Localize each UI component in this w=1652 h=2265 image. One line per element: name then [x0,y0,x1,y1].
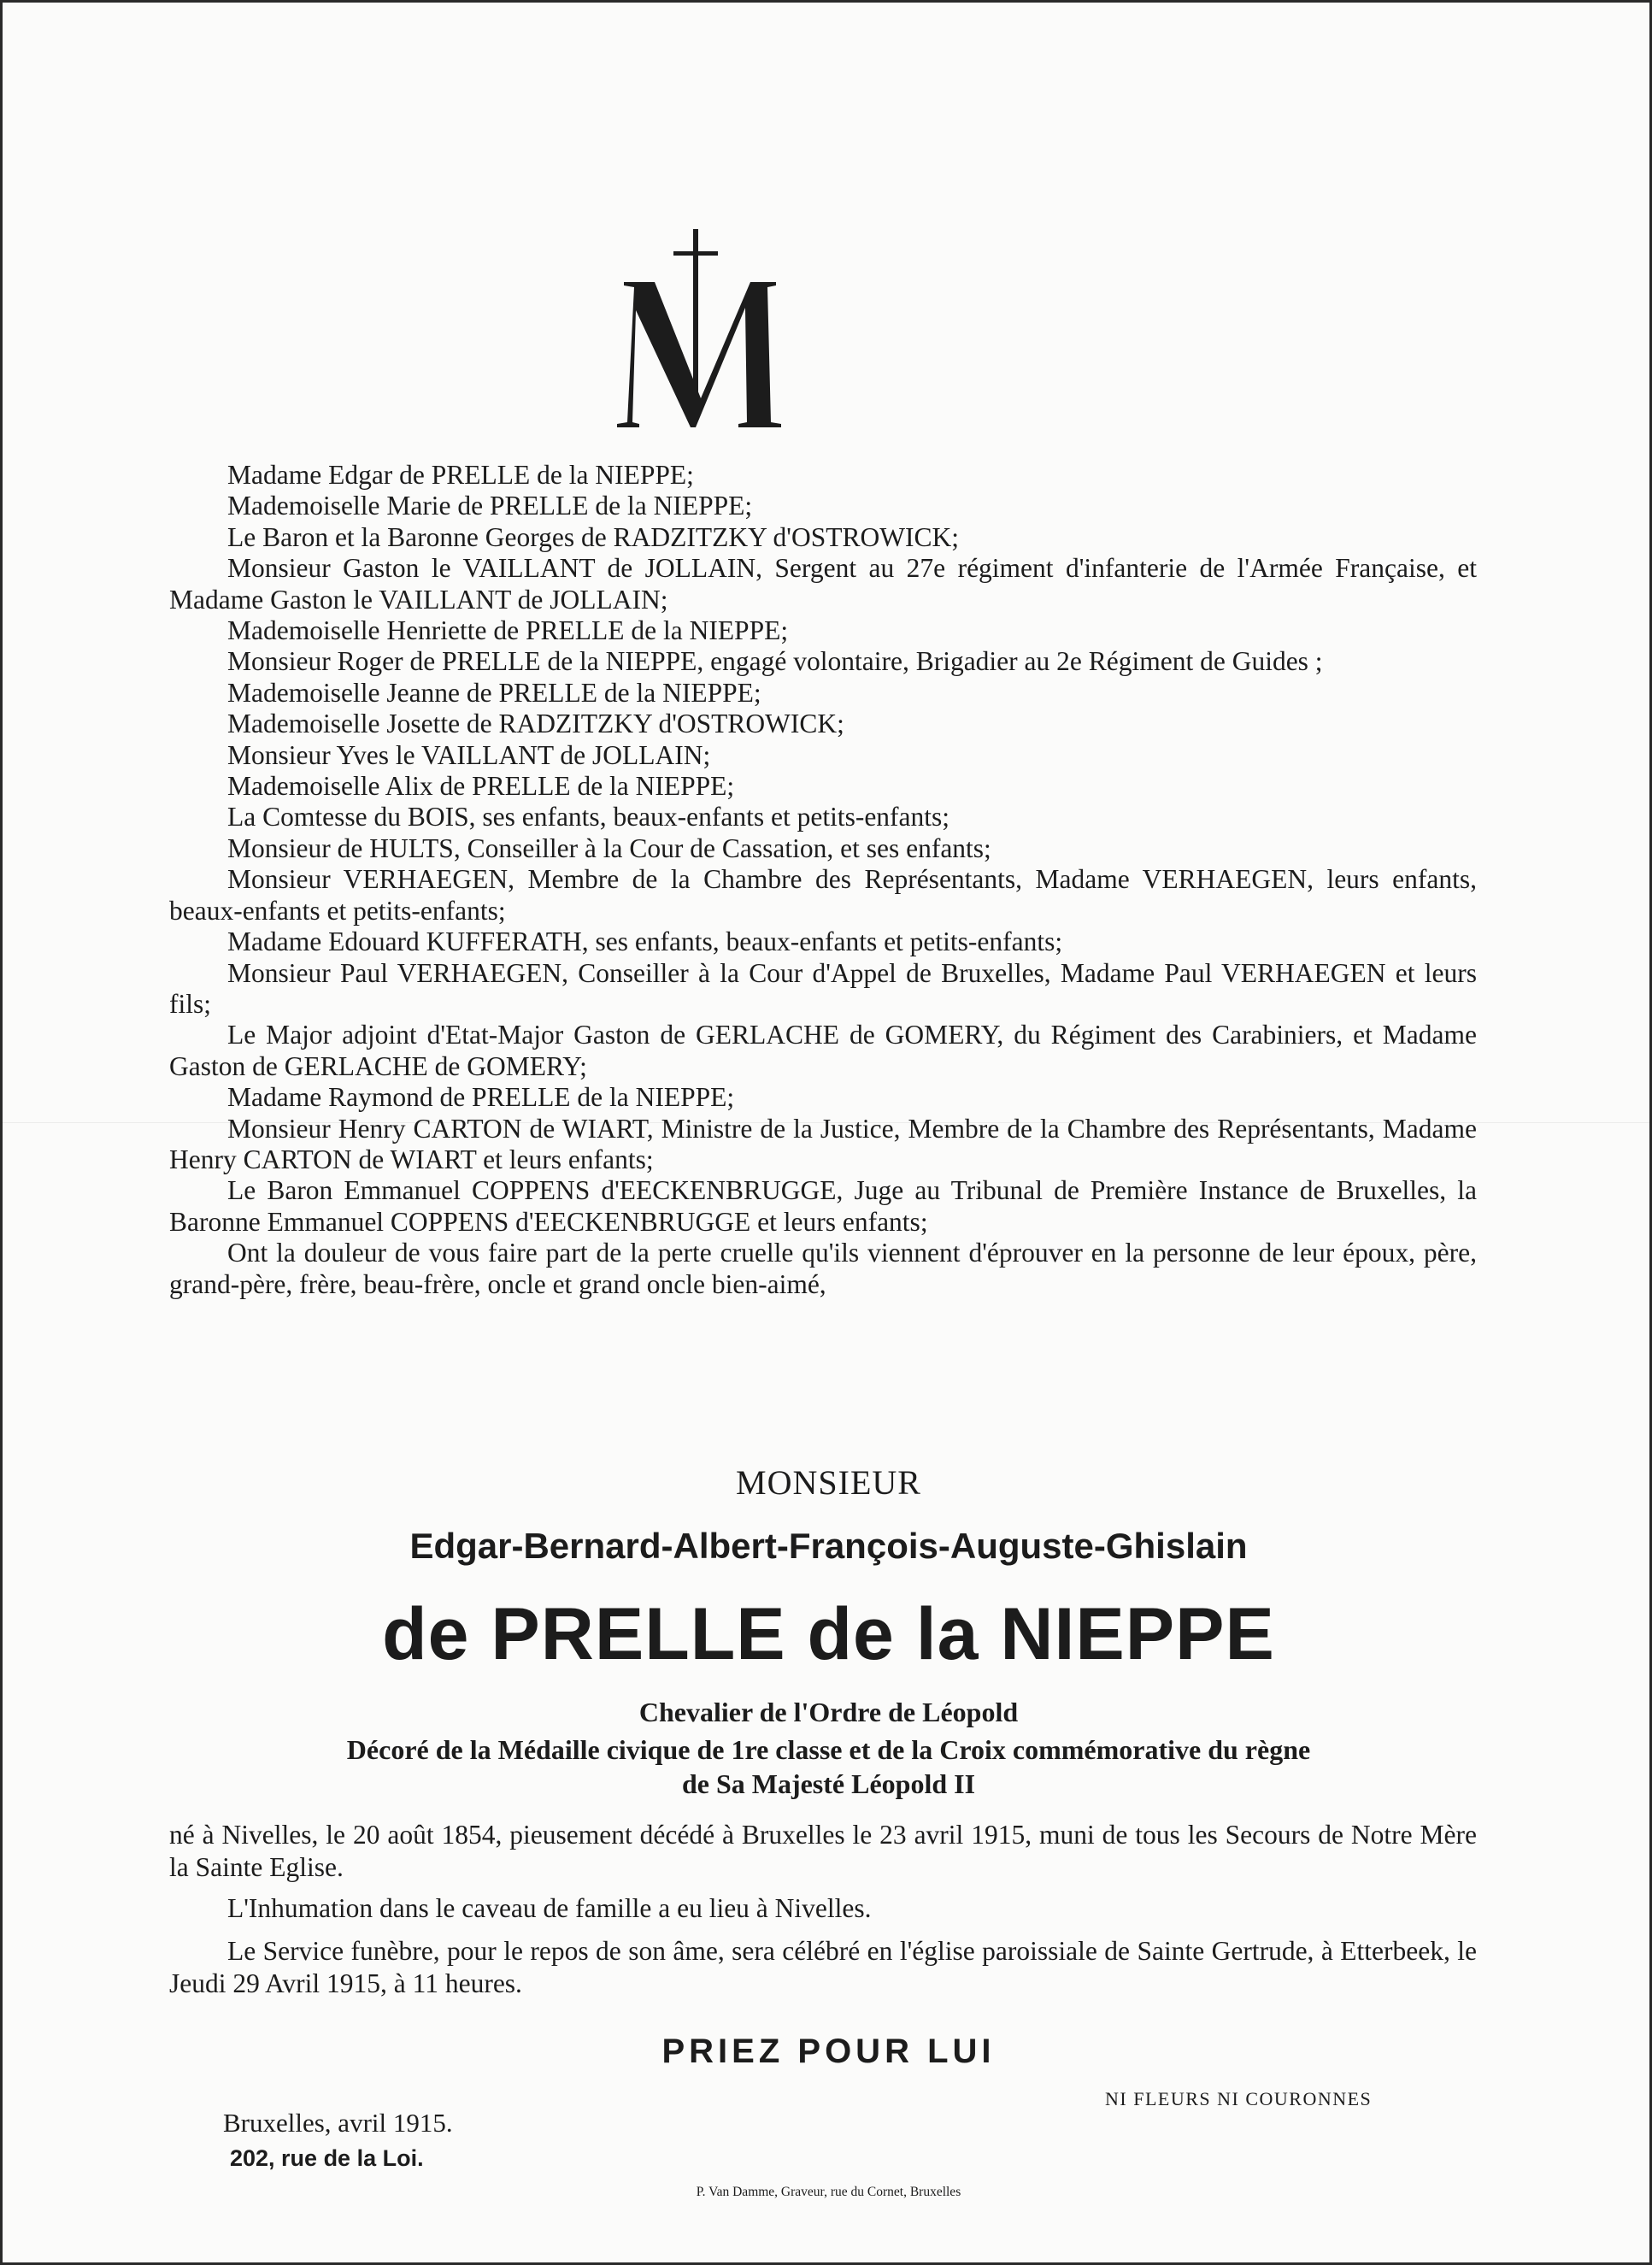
mourner-line: Le Baron et la Baronne Georges de RADZITZKY d'OSTROWICK; [227,521,959,552]
cross-m-monogram-icon [605,229,789,443]
deceased-surname: de PRELLE de la NIEPPE [382,1593,1275,1675]
mourner-line: Monsieur Roger de PRELLE de la NIEPPE, engagé volontaire, Brigadier au 2e Régiment de Guides ; [227,646,1323,677]
mourner-line: Mademoiselle Alix de PRELLE de la NIEPPE; [227,771,735,802]
mourner-line: Mademoiselle Henriette de PRELLE de la NIEPPE; [227,615,789,646]
mourner-line: La Comtesse du BOIS, ses enfants, beaux-enfants et petits-enfants; [227,802,950,832]
mourner-line: Le Baron Emmanuel COPPENS d'EECKENBRUGGE, Juge au Tribunal de Première Instance de Bruxelles, la Baronne Emmanuel COPPENS d'EECKENBRUGGE et leurs enfants; [169,1175,1477,1237]
mourner-line: Monsieur Henry CARTON de WIART, Ministre de la Justice, Membre de la Chambre des Représentants, Madame Henry CARTON de WIART et leurs enfants; [169,1113,1477,1174]
deceased-given-names: Edgar-Bernard-Albert-François-Auguste-Ghislain [409,1526,1248,1566]
honor-reign-leopold: de Sa Majesté Léopold II [681,1768,976,1799]
mourner-line: Monsieur de HULTS, Conseiller à la Cour de Cassation, et ses enfants; [227,832,991,863]
deceased-title: MONSIEUR [736,1463,921,1502]
address: 202, rue de la Loi. [230,2145,424,2171]
mourner-line: Mademoiselle Josette de RADZITZKY d'OSTROWICK; [227,709,844,739]
funeral-details [169,1819,1477,2010]
mourner-line: Mademoiselle Marie de PRELLE de la NIEPPE; [227,491,753,521]
mourner-line: Monsieur VERHAEGEN, Membre de la Chambre des Représentants, Madame VERHAEGEN, leurs enfants, beaux-enfants et petits-enfants; [169,864,1477,926]
birth-death-text: né à Nivelles, le 20 août 1854, pieusement décédé à Bruxelles le 23 avril 1915, muni de tous les Secours de Notre Mère la Sainte Eglise. [169,1820,1477,1882]
service-text: Le Service funèbre, pour le repos de son âme, sera célébré en l'église paroissiale de Sainte Gertrude, à Etterbeek, le Jeudi 29 Avril 1915, à 11 heures. [169,1936,1477,1998]
no-flowers-note: NI FLEURS NI COURONNES [1105,2088,1373,2109]
mourner-line: Madame Edgar de PRELLE de la NIEPPE; [227,460,694,490]
place-date: Bruxelles, avril 1915. [223,2108,453,2138]
mourner-line: Monsieur Gaston le VAILLANT de JOLLAIN, Sergent au 27e régiment d'infanterie de l'Armée Française, et Madame Gaston le VAILLANT de JOLLAIN; [169,553,1477,615]
burial-text: L'Inhumation dans le caveau de famille a eu lieu à Nivelles. [227,1893,872,1923]
mourners-list [169,460,1477,1300]
honor-order-leopold: Chevalier de l'Ordre de Léopold [638,1697,1019,1727]
prayer-heading: PRIEZ POUR LUI [661,2033,996,2070]
announcement-line: Ont la douleur de vous faire part de la perte cruelle qu'ils viennent d'éprouver en la personne de leur époux, père, grand-père, frère, beau-frère, oncle et grand oncle bien-aimé, [169,1238,1477,1299]
mourner-line: Monsieur Paul VERHAEGEN, Conseiller à la Cour d'Appel de Bruxelles, Madame Paul VERHAEGEN et leurs fils; [169,957,1477,1019]
mourner-line: Madame Edouard KUFFERATH, ses enfants, beaux-enfants et petits-enfants; [227,927,1063,957]
mourner-line: Le Major adjoint d'Etat-Major Gaston de GERLACHE de GOMERY, du Régiment des Carabiniers, et Madame Gaston de GERLACHE de GOMERY; [169,1020,1477,1081]
mourner-line: Madame Raymond de PRELLE de la NIEPPE; [227,1082,735,1113]
printer-credit: P. Van Damme, Graveur, rue du Cornet, Bruxelles [696,2185,961,2199]
honor-civic-medal: Décoré de la Médaille civique de 1re classe et de la Croix commémorative du règne [346,1734,1311,1765]
mourner-line: Monsieur Yves le VAILLANT de JOLLAIN; [227,739,711,770]
mourner-line: Mademoiselle Jeanne de PRELLE de la NIEPPE; [227,677,761,708]
